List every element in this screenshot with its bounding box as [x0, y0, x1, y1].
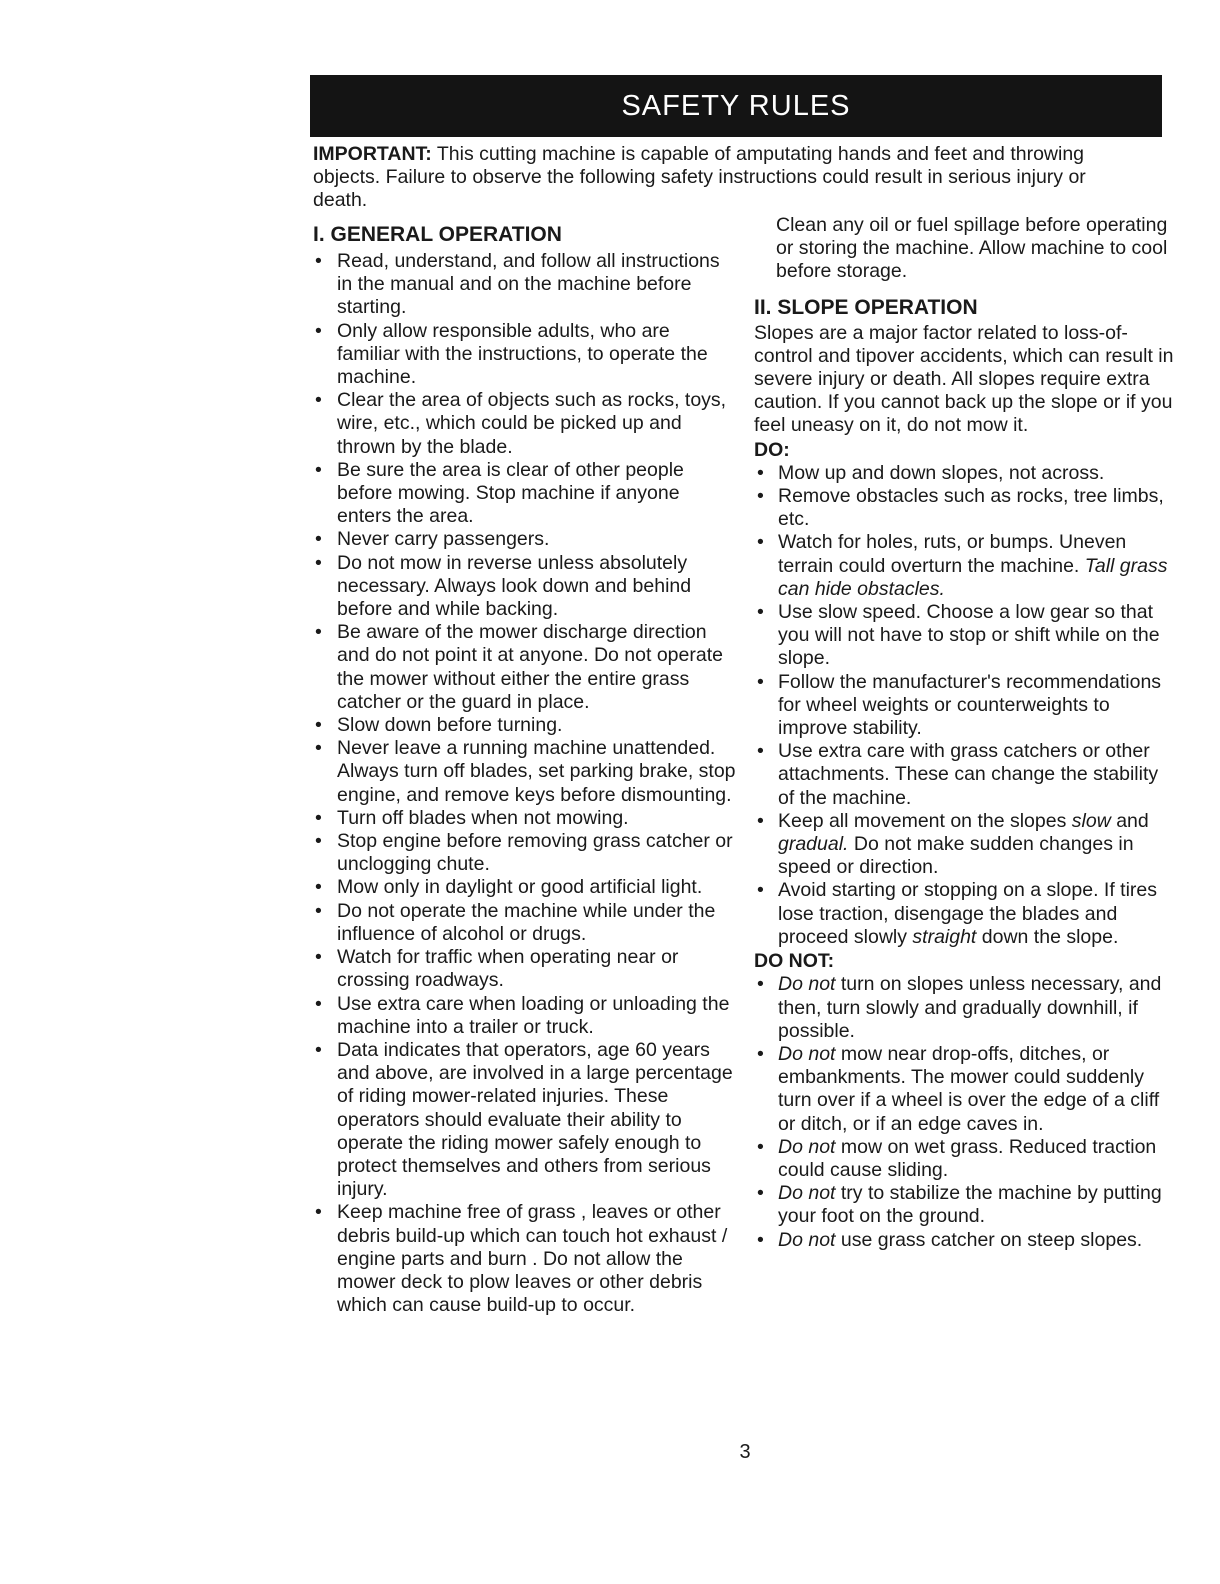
emphasis-text: Tall grass can hide obstacles.	[778, 554, 1168, 600]
do-label: DO:	[754, 438, 790, 461]
list-item: • Never leave a running machine unattended. Always turn off blades, set parking brake, stop engine, and remove keys before dismounting.	[313, 737, 738, 807]
emphasis-text: Do not	[778, 1135, 836, 1158]
general-operation-list	[313, 250, 738, 1317]
list-item: • Stop engine before removing grass catcher or unclogging chute.	[313, 830, 738, 876]
do-list	[754, 462, 1174, 949]
list-item: • Keep all movement on the slopes slow and gradual. Do not make sudden changes in speed or direction.	[754, 810, 1174, 880]
important-text: This cutting machine is capable of amputating hands and feet and throwing objects. Failure to observe the following safety instructions could result in serious injury or death.	[313, 143, 1086, 211]
emphasis-text: slow	[1071, 809, 1111, 832]
slope-operation-heading: II. SLOPE OPERATION	[754, 295, 978, 319]
list-item: • Do not turn on slopes unless necessary, and then, turn slowly and gradually downhill, if possible.	[754, 973, 1174, 1043]
emphasis-text: Do not	[778, 1042, 836, 1065]
page-title-banner	[310, 75, 1162, 137]
list-item: • Do not operate the machine while under the influence of alcohol or drugs.	[313, 900, 738, 946]
general-operation-continuation: Clean any oil or fuel spillage before operating or storing the machine. Allow machine to cool before storage.	[776, 214, 1168, 283]
emphasis-text: Do not	[778, 1228, 836, 1251]
list-item: • Avoid starting or stopping on a slope. If tires lose traction, disengage the blades and proceed slowly straight down the slope.	[754, 879, 1174, 949]
important-notice	[313, 143, 1113, 212]
do-not-label: DO NOT:	[754, 950, 835, 973]
list-item: • Do not try to stabilize the machine by putting your foot on the ground.	[754, 1182, 1174, 1228]
list-item: • Mow only in daylight or good artificial light.	[313, 876, 738, 899]
general-operation-heading: I. GENERAL OPERATION	[313, 223, 562, 246]
list-item: • Be sure the area is clear of other people before mowing. Stop machine if anyone enters the area.	[313, 459, 738, 529]
list-item: • Use slow speed. Choose a low gear so that you will not have to stop or shift while on the slope.	[754, 601, 1174, 671]
list-item: • Do not mow in reverse unless absolutely necessary. Always look down and behind before and while backing.	[313, 552, 738, 622]
list-item: • Do not mow near drop-offs, ditches, or embankments. The mower could suddenly turn over if a wheel is over the edge of a cliff or ditch, or if an edge caves in.	[754, 1043, 1174, 1136]
right-column	[754, 214, 1174, 1252]
list-item: • Remove obstacles such as rocks, tree limbs, etc.	[754, 485, 1174, 531]
list-item: • Data indicates that operators, age 60 years and above, are involved in a large percentage of riding mower-related injuries. These operators should evaluate their ability to operate the riding mower safely enough to protect themselves and others from serious injury.	[313, 1039, 738, 1201]
page-number: 3	[739, 1441, 751, 1463]
list-item: • Do not use grass catcher on steep slopes.	[754, 1229, 1174, 1252]
do-not-list	[754, 973, 1174, 1251]
emphasis-text: gradual.	[778, 833, 849, 856]
page-title: SAFETY RULES	[621, 89, 851, 122]
list-item: • Use extra care with grass catchers or other attachments. These can change the stability of the machine.	[754, 740, 1174, 810]
slope-intro: Slopes are a major factor related to loss-of-control and tipover accidents, which can result in severe injury or death. All slopes require extra caution. If you cannot back up the slope or if you feel uneasy on it, do not mow it.	[754, 321, 1174, 437]
list-item: • Clear the area of objects such as rocks, toys, wire, etc., which could be picked up and thrown by the blade.	[313, 389, 738, 459]
emphasis-text: Do not	[778, 973, 836, 996]
list-item: • Never carry passengers.	[313, 528, 738, 551]
list-item: • Only allow responsible adults, who are familiar with the instructions, to operate the machine.	[313, 320, 738, 390]
list-item: • Watch for holes, ruts, or bumps. Uneven terrain could overturn the machine. Tall grass can hide obstacles.	[754, 531, 1174, 601]
emphasis-text: Do not	[778, 1182, 836, 1205]
list-item: • Turn off blades when not mowing.	[313, 807, 738, 830]
list-item: • Do not mow on wet grass. Reduced traction could cause sliding.	[754, 1136, 1174, 1182]
important-label: IMPORTANT:	[313, 143, 432, 165]
list-item: • Use extra care when loading or unloading the machine into a trailer or truck.	[313, 993, 738, 1039]
list-item: • Be aware of the mower discharge direction and do not point it at anyone. Do not operate the mower without either the entire grass catcher or the guard in place.	[313, 621, 738, 714]
list-item: • Follow the manufacturer's recommendations for wheel weights or counterweights to improve stability.	[754, 671, 1174, 741]
left-column	[313, 222, 738, 1317]
list-item: • Mow up and down slopes, not across.	[754, 462, 1174, 485]
list-item: • Read, understand, and follow all instructions in the manual and on the machine before starting.	[313, 250, 738, 320]
emphasis-text: straight	[912, 925, 977, 948]
list-item: • Slow down before turning.	[313, 714, 738, 737]
list-item: • Watch for traffic when operating near or crossing roadways.	[313, 946, 738, 992]
list-item: • Keep machine free of grass , leaves or other debris build-up which can touch hot exhaust / engine parts and burn . Do not allow the mower deck to plow leaves or other debris which can cause build-up to occur.	[313, 1201, 738, 1317]
